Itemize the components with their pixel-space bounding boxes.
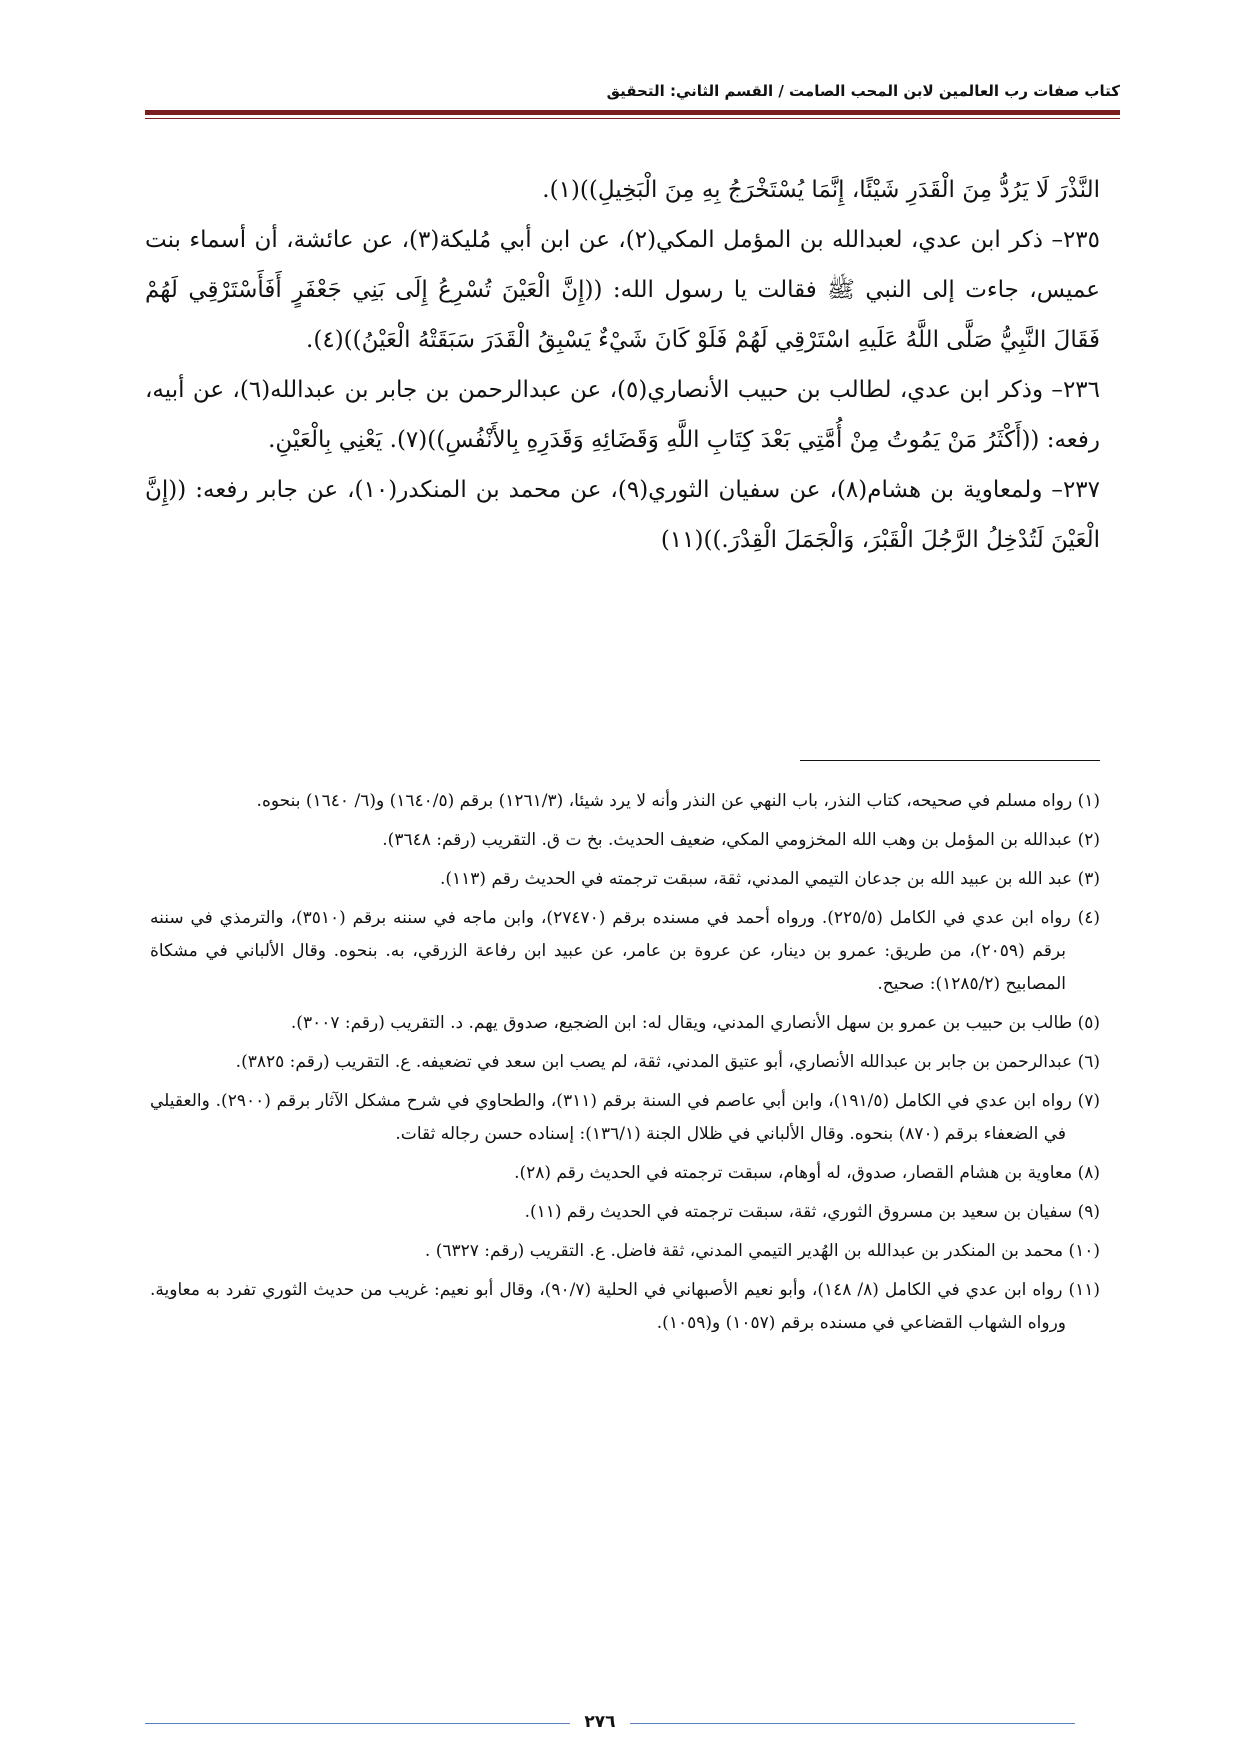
footnote-8: (٨) معاوية بن هشام القصار، صدوق، له أوهام، سبقت ترجمته في الحديث رقم (٢٨). xyxy=(514,1163,1100,1183)
footnote-7: (٧) رواه ابن عدي في الكامل (١٩١/٥)، وابن أبي عاصم في السنة برقم (٣١١)، والطحاوي في شرح مشكل الآثار برقم (٢٩٠٠). والعقيلي في الضعفاء برقم (٨٧٠) بنحوه. وقال الألباني في ظلال الجنة (١٣٦/١): إسناده حسن رجاله ثقات. xyxy=(150,1091,1101,1144)
paragraph-235: ٢٣٥– ذكر ابن عدي، لعبدالله بن المؤمل المكي(٢)، عن ابن أبي مُليكة(٣)، عن عائشة، أن أسماء بنت عميس، جاءت إلى النبي ﷺ فقالت يا رسول الله: ((إِنَّ الْعَيْنَ تُسْرِعُ إِلَى بَنِي جَعْفَرٍ أَفَأَسْتَرْقِي لَهُمْ فَقَالَ النَّبِيُّ صَلَّى اللَّهُ عَلَيهِ اسْتَرْقِي لَهُمْ فَلَوْ كَانَ شَيْءٌ يَسْبِقُ الْقَدَرَ سَبَقَتْهُ الْعَيْنُ))(٤). xyxy=(145,227,1101,353)
footnote-4: (٤) رواه ابن عدي في الكامل (٢٢٥/٥). ورواه أحمد في مسنده برقم (٢٧٤٧٠)، وابن ماجه في سننه برقم (٣٥١٠)، والترمذي في سننه برقم (٢٠٥٩)، من طريق: عمرو بن دينار، عن عروة بن عامر، عن عبيد ابن رفاعة الزرقي، به. بنحوه. وقال الألباني في مشكاة المصابيح (١٢٨٥/٢): صحيح. xyxy=(150,908,1100,994)
footnote-3: (٣) عبد الله بن عبيد الله بن جدعان التيمي المدني، ثقة، سبقت ترجمته في الحديث رقم (١١٣). xyxy=(439,869,1100,889)
header-rule xyxy=(145,110,1120,115)
footnote-11: (١١) رواه ابن عدي في الكامل (٨/ ١٤٨)، وأبو نعيم الأصبهاني في الحلية (٩٠/٧)، وقال أبو نعيم: غريب من حديث الثوري تفرد به معاوية. ورواه الشهاب القضاعي في مسنده برقم (١٠٥٧) و(١٠٥٩). xyxy=(150,1280,1100,1333)
book-title: كتاب صفات رب العالمين لابن المحب الصامت / القسم الثاني: التحقيق xyxy=(606,82,1120,100)
paragraph-236: ٢٣٦– وذكر ابن عدي، لطالب بن حبيب الأنصاري(٥)، عن عبدالرحمن بن جابر بن عبدالله(٦)، عن أبيه، رفعه: ((أَكْثَرُ مَنْ يَمُوتُ مِنْ أُمَّتِي بَعْدَ كِتَابِ اللَّهِ وَقَضَائِهِ وَقَدَرِهِ بِالأَنْفُسِ))(٧). يَعْنِي بِالْعَيْنِ. xyxy=(145,377,1100,453)
footnote-6: (٦) عبدالرحمن بن جابر بن عبدالله الأنصاري، أبو عتيق المدني، ثقة، لم يصب ابن سعد في تضعيفه. ع. التقريب (رقم: ٣٨٢٥). xyxy=(235,1052,1100,1072)
footnote-separator xyxy=(800,760,1100,761)
footnote-1: (١) رواه مسلم في صحيحه، كتاب النذر، باب النهي عن النذر وأنه لا يرد شيئا، (١٢٦١/٣) برقم (١٦٤٠/٥) و(٦/ ١٦٤٠) بنحوه. xyxy=(256,791,1100,811)
footnote-5: (٥) طالب بن حبيب بن عمرو بن سهل الأنصاري المدني، ويقال له: ابن الضجيع، صدوق يهم. د. التقريب (رقم: ٣٠٠٧). xyxy=(290,1013,1100,1033)
footnote-9: (٩) سفيان بن سعيد بن مسروق الثوري، ثقة، سبقت ترجمته في الحديث رقم (١١). xyxy=(524,1202,1100,1222)
main-text xyxy=(145,165,1100,565)
header-rule-thin xyxy=(145,118,1120,119)
footnote-2: (٢) عبدالله بن المؤمل بن وهب الله المخزومي المكي، ضعيف الحديث. بخ ت ق. التقريب (رقم: ٣٦٤٨). xyxy=(382,830,1100,850)
page-header xyxy=(145,70,1120,110)
footnotes xyxy=(150,785,1100,1346)
paragraph-237: ٢٣٧– ولمعاوية بن هشام(٨)، عن سفيان الثوري(٩)، عن محمد بن المنكدر(١٠)، عن جابر رفعه: ((إِنَّ الْعَيْنَ لَتُدْخِلُ الرَّجُلَ الْقَبْرَ، وَالْجَمَلَ الْقِدْرَ.))(١١) xyxy=(145,477,1100,553)
footnote-10: (١٠) محمد بن المنكدر بن عبدالله بن الهُدير التيمي المدني، ثقة فاضل. ع. التقريب (رقم: ٦٣٢٧) . xyxy=(424,1241,1100,1261)
page-number: ٢٧٦ xyxy=(570,1712,630,1732)
paragraph-1: النَّذْرَ لَا يَرُدُّ مِنَ الْقَدَرِ شَيْئًا، إِنَّمَا يُسْتَخْرَجُ بِهِ مِنَ الْبَخِيلِ))(١). xyxy=(542,177,1100,203)
